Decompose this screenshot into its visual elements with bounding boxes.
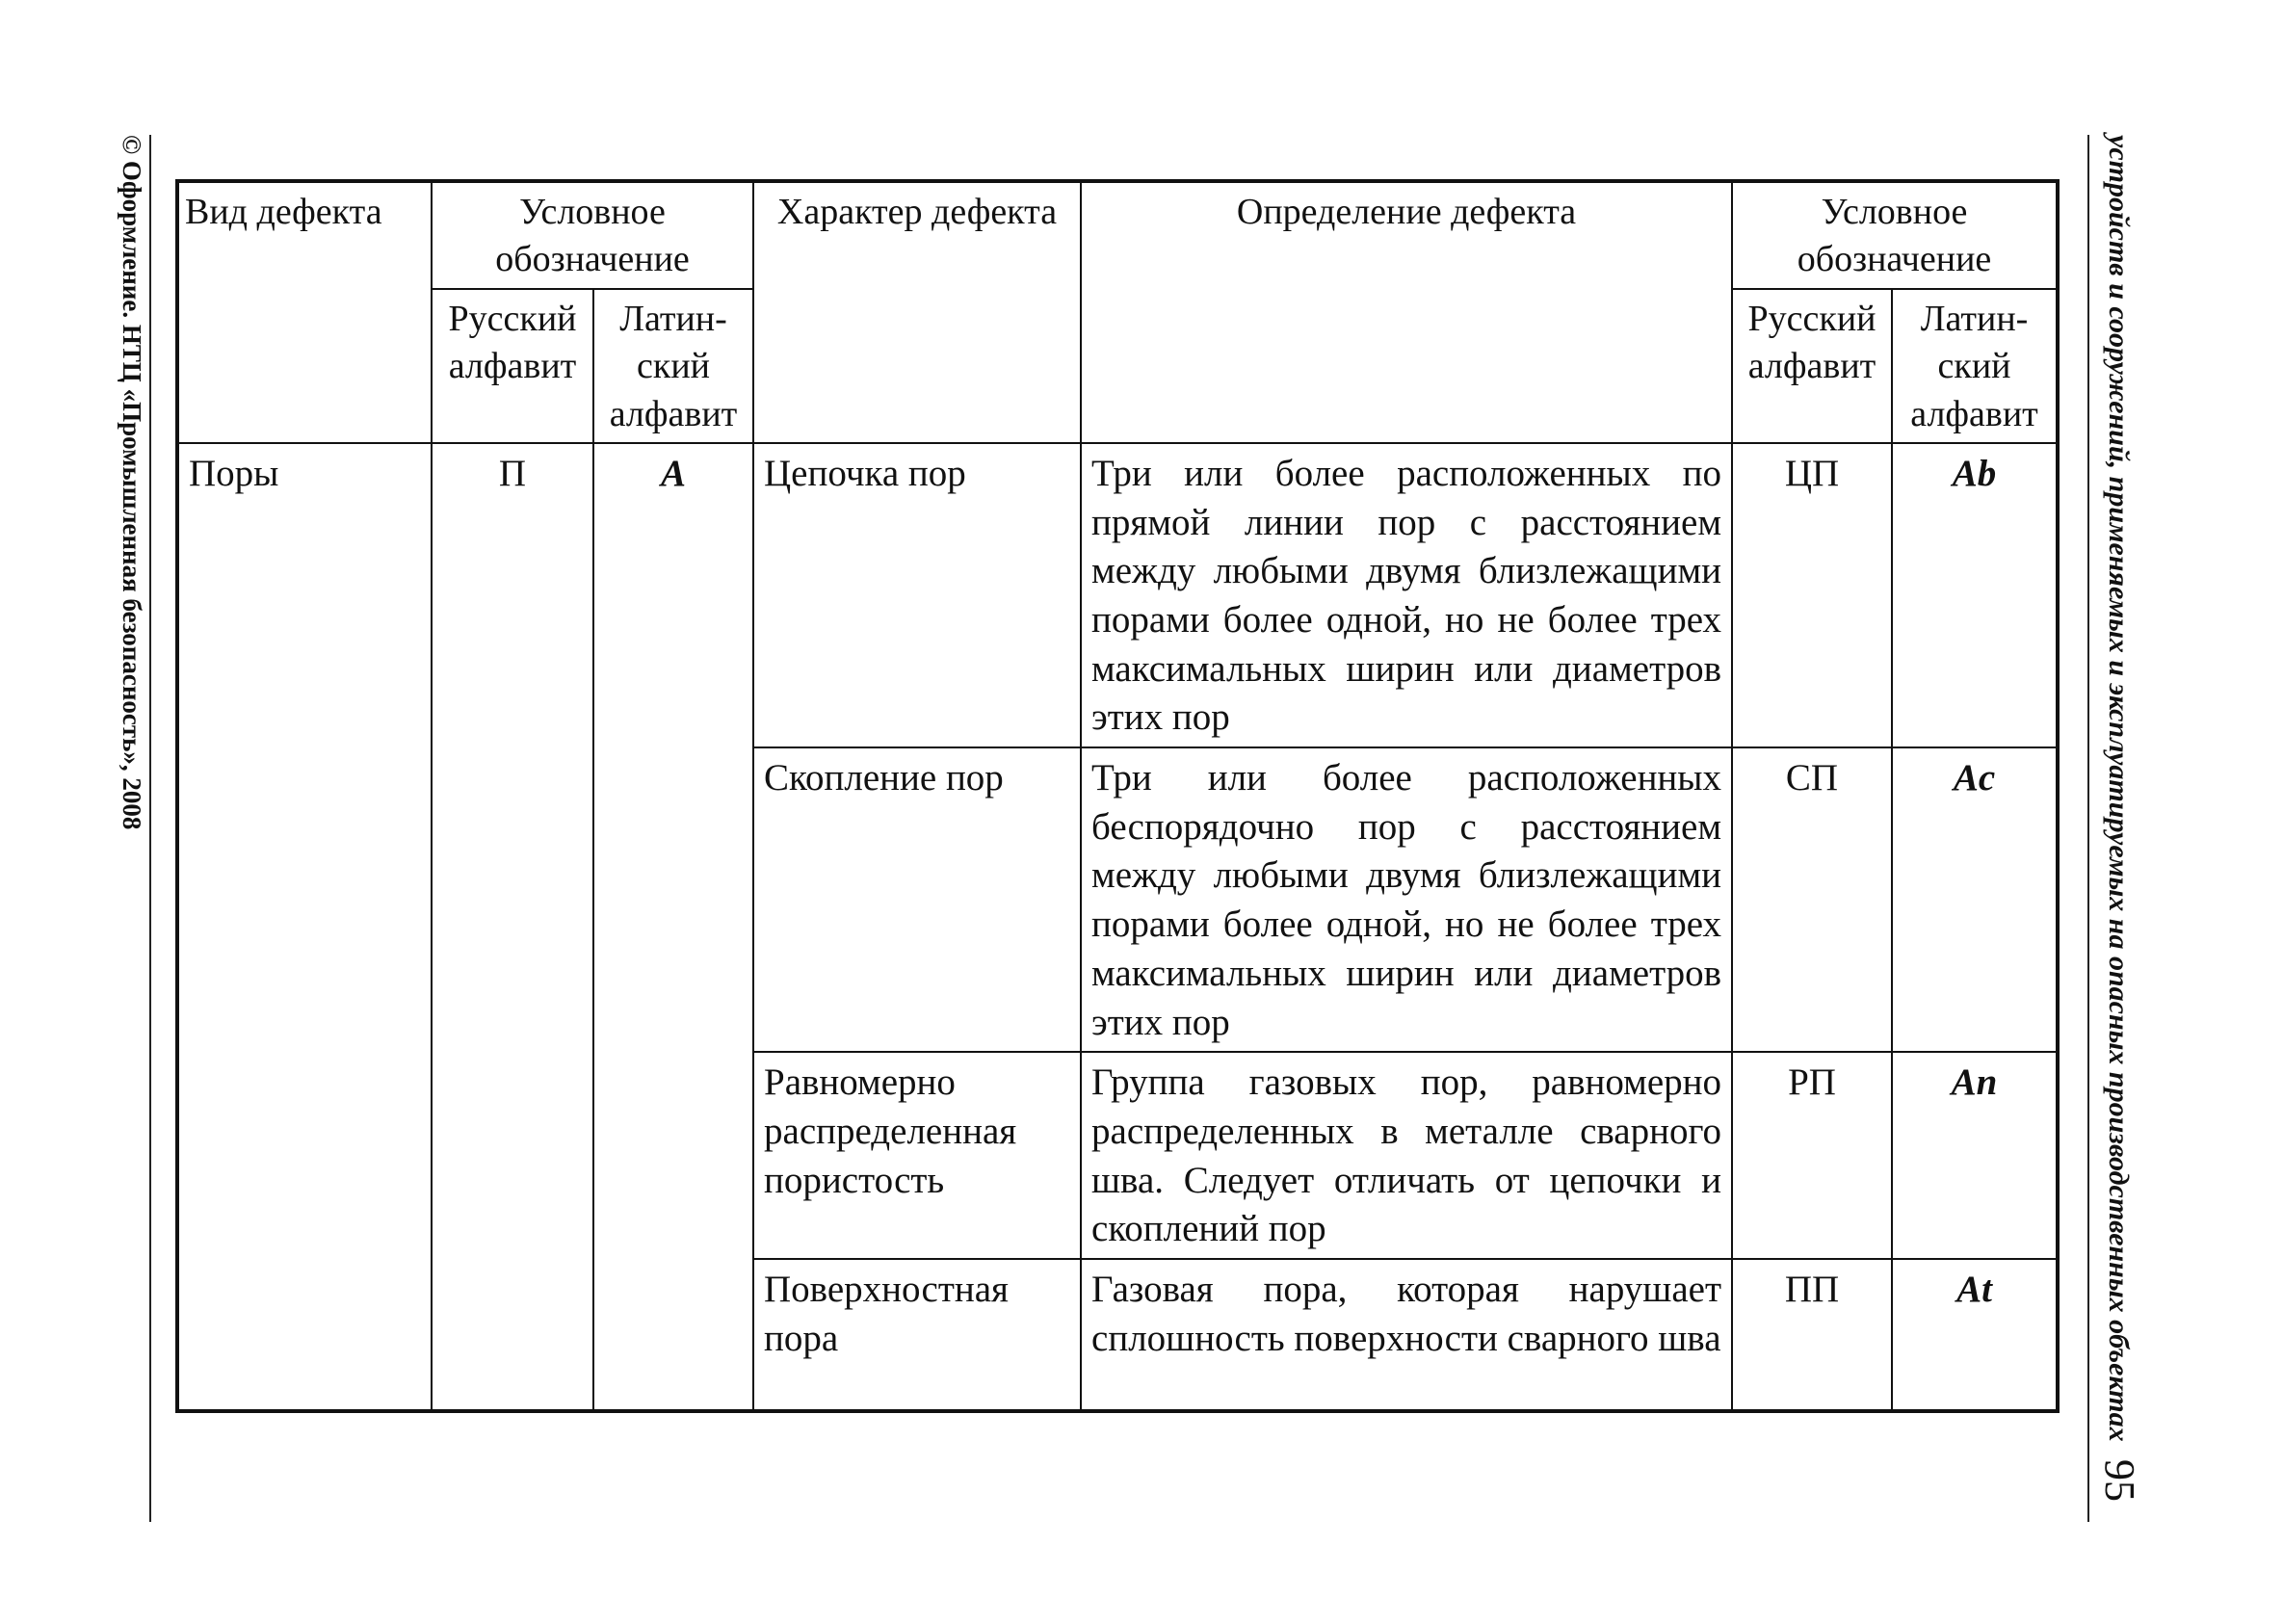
header-russian: Русский алфавит (432, 289, 593, 443)
header-latin-2: Латин-ский алфавит (1892, 289, 2058, 443)
group-russian: П (432, 443, 593, 1411)
header-character: Характер дефекта (753, 181, 1081, 443)
group-kind: Поры (177, 443, 432, 1411)
right-margin-rule (2087, 135, 2089, 1522)
row-latin: Ab (1892, 443, 2058, 747)
row-character: Скопление пор (753, 747, 1081, 1052)
row-character: Цепочка пор (753, 443, 1081, 747)
row-definition: Три или более расположенных беспорядочно пор с расстоянием между любыми двумя близлежащими порами более одной, но не более трех максимальных ширин или диаметров этих пор (1081, 747, 1732, 1052)
row-character: Поверхностная пора (753, 1259, 1081, 1411)
copyright-credit: © Оформление. НТЦ «Промышленная безопасность», 2008 (118, 135, 146, 830)
row-latin: Ac (1892, 747, 2058, 1052)
row-russian: СП (1732, 747, 1892, 1052)
row-latin: An (1892, 1052, 2058, 1259)
row-russian: ЦП (1732, 443, 1892, 747)
header-designation: Условное обозначение (432, 181, 753, 289)
page-number: 95 (2096, 1459, 2143, 1502)
left-margin-rule (149, 135, 151, 1522)
row-character: Равномерно распределенная пористость (753, 1052, 1081, 1259)
row-definition: Газовая пора, которая нарушает сплошность поверхности сварного шва (1081, 1259, 1732, 1411)
header-designation-2: Условное обозначение (1732, 181, 2058, 289)
header-russian-2: Русский алфавит (1732, 289, 1892, 443)
header-definition: Определение дефекта (1081, 181, 1732, 443)
row-definition: Три или более расположенных по прямой линии пор с расстоянием между любыми двумя близлежащими порами более одной, но не более трех максимальных ширин или диаметров этих пор (1081, 443, 1732, 747)
row-russian: ПП (1732, 1259, 1892, 1411)
header-latin: Латин-ский алфавит (593, 289, 753, 443)
header-kind: Вид дефекта (177, 181, 432, 443)
row-latin: At (1892, 1259, 2058, 1411)
row-definition: Группа газовых пор, равномерно распределенных в металле сварного шва. Следует отличать от цепочки и скоплений пор (1081, 1052, 1732, 1259)
group-latin: A (593, 443, 753, 1411)
row-russian: РП (1732, 1052, 1892, 1259)
table-row (177, 443, 2058, 747)
running-title: устройств и сооружений, применяемых и эксплуатируемых на опасных производственных объектах (2103, 135, 2135, 1442)
defects-table (175, 179, 2060, 1413)
